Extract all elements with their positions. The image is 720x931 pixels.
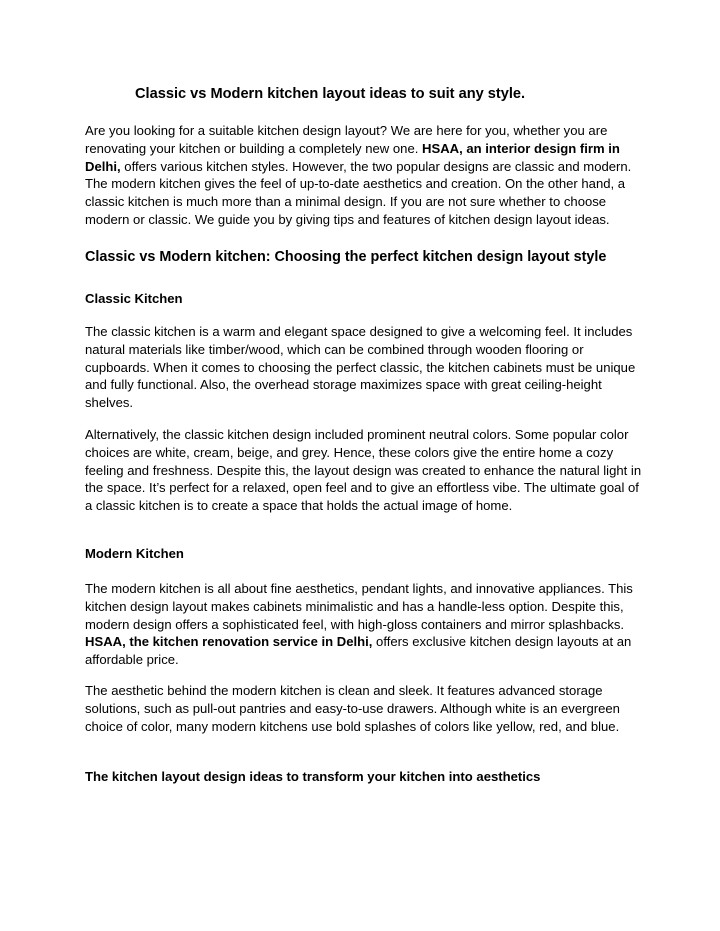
modern-text-1: The modern kitchen is all about fine aesthetics, pendant lights, and innovative appliances. This kitchen design layout makes cabinets minimalistic and has a handle-less option. Despite this, modern design offers a sophisticated feel, with high-gloss containers and mirror splashbacks. bbox=[85, 581, 633, 632]
modern-text-2: offers exclusive kitchen design layouts at an affordable price. bbox=[85, 634, 632, 668]
intro-paragraph bbox=[85, 122, 645, 229]
modern-paragraph-1 bbox=[85, 580, 645, 669]
modern-paragraph-2: The aesthetic behind the modern kitchen is clean and sleek. It features advanced storage solutions, such as pull-out pantries and easy-to-use drawers. Although white is an evergreen choice of color, many modern kitchens use bold splashes of colors like yellow, red, and blue. bbox=[85, 683, 620, 734]
classic-paragraph-1: The classic kitchen is a warm and elegant space designed to give a welcoming feel. It includes natural materials like timber/wood, which can be combined through wooden flooring or cupboards. When it comes to choosing the perfect classic, the kitchen cabinets must be unique and fully functional. Also, the overhead storage maximizes space with great ceiling-height shelves. bbox=[85, 324, 636, 411]
section-heading: Classic vs Modern kitchen: Choosing the perfect kitchen design layout style bbox=[85, 249, 607, 265]
classic-kitchen-heading: Classic Kitchen bbox=[85, 291, 183, 306]
modern-kitchen-heading: Modern Kitchen bbox=[85, 546, 184, 561]
layout-ideas-heading: The kitchen layout design ideas to transform your kitchen into aesthetics bbox=[85, 769, 541, 784]
intro-text-1: Are you looking for a suitable kitchen design layout? We are here for you, whether you are renovating your kitchen or building a completely new one. bbox=[85, 123, 608, 156]
intro-bold-hsaa: HSAA, an interior design firm in Delhi, bbox=[85, 140, 620, 174]
modern-bold-hsaa: HSAA, the kitchen renovation service in Delhi, bbox=[85, 634, 373, 650]
classic-paragraph-2: Alternatively, the classic kitchen design included prominent neutral colors. Some popular color choices are white, cream, beige, and grey. Hence, these colors give the entire home a cozy feeling and freshness. Despite this, the layout design was created to enhance the natural light in the space. It’s perfect for a relaxed, open feel and to give an effortless vibe. The ultimate goal of a classic kitchen is to create a space that holds the actual image of home. bbox=[85, 427, 642, 514]
document-title: Classic vs Modern kitchen layout ideas to suit any style. bbox=[135, 86, 526, 102]
intro-text-2: offers various kitchen styles. However, the two popular designs are classic and modern. The modern kitchen gives the feel of up-to-date aesthetics and creation. On the other hand, a classic kitchen is much more than a minimal design. If you are not sure whether to choose modern or classic. We guide you by giving tips and features of kitchen design layout ideas. bbox=[85, 158, 632, 227]
